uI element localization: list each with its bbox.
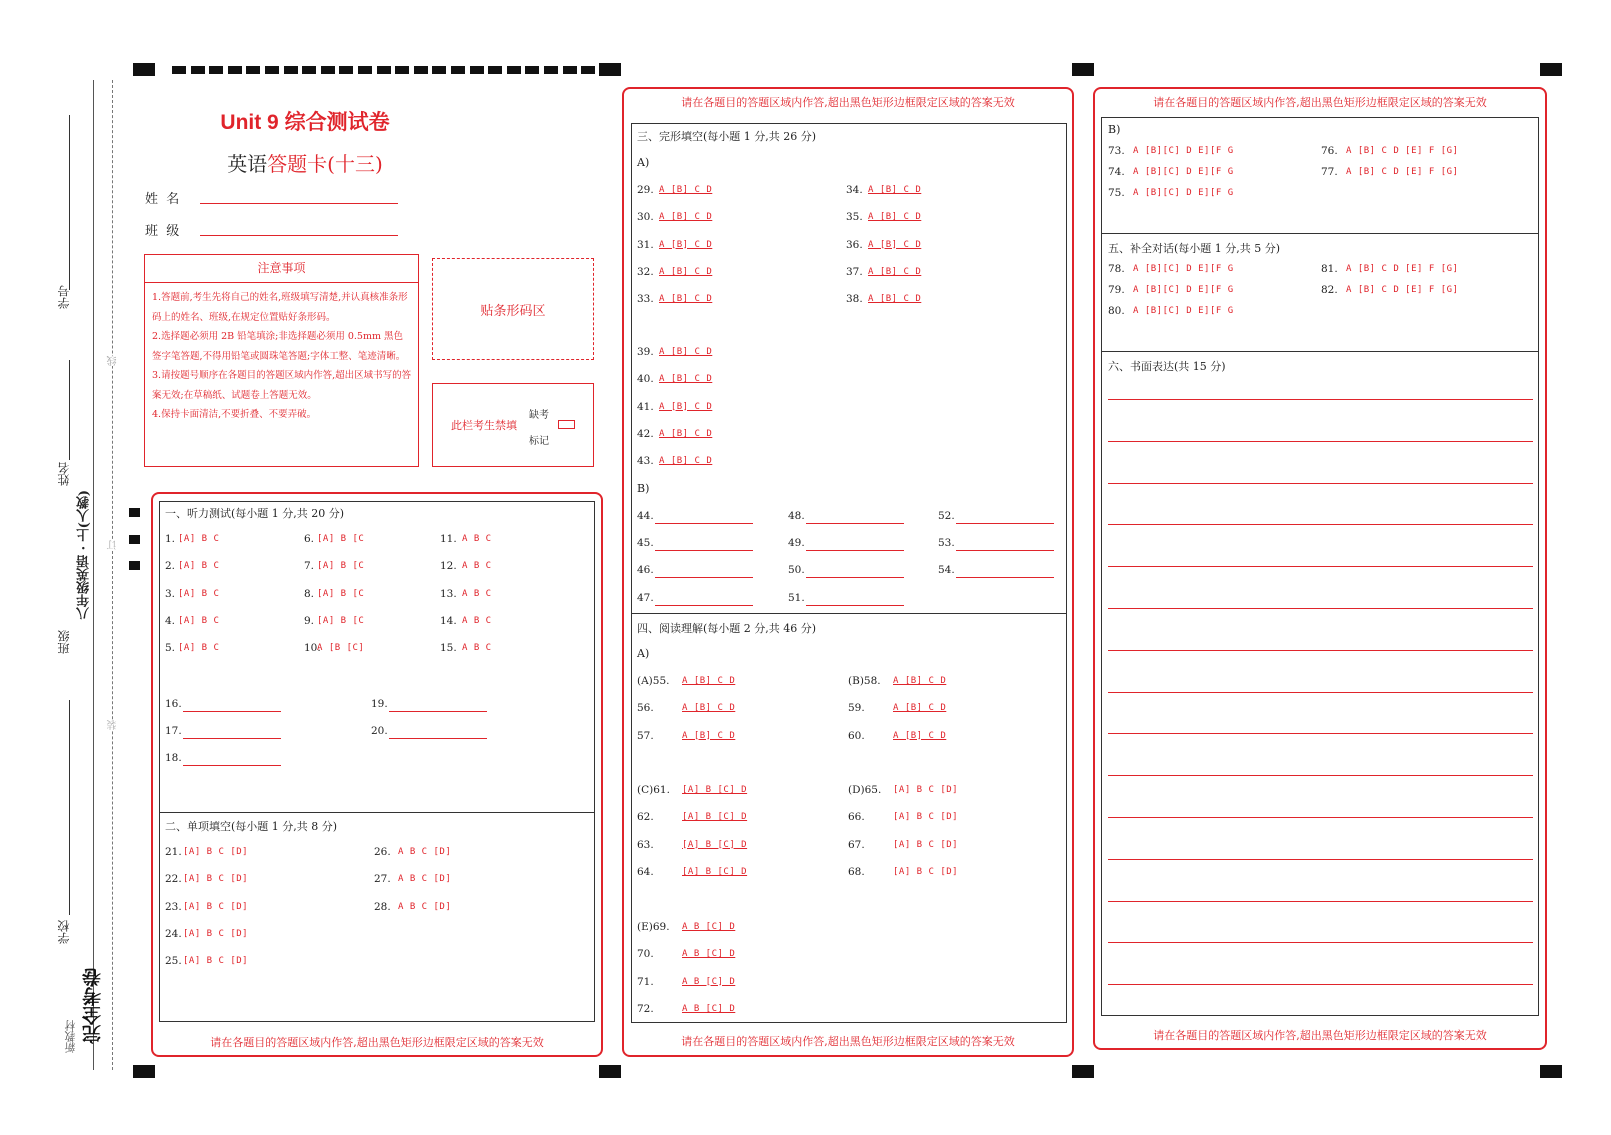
question-number: 12. [440,560,457,573]
writing-line[interactable] [1108,692,1533,693]
question-number: 3. [165,587,176,600]
timing-dash [191,66,205,74]
answer-blank[interactable] [806,605,904,606]
answer-blank[interactable] [806,523,904,524]
answer-options[interactable]: A [B][C] D E][F G [1133,285,1234,295]
question-number: (E)69. [637,921,670,933]
answer-options[interactable]: A [B] C D [E] F [G] [1346,146,1459,156]
question-number: 20. [371,725,388,737]
question-number: 13. [440,587,457,600]
answer-options[interactable]: A [B] C D [682,676,736,686]
answer-options[interactable]: A B [C] D [682,976,736,987]
question-number: 40. [637,373,654,386]
writing-line[interactable] [1108,775,1533,776]
answer-options[interactable]: A [B] C D [E] F [G] [1346,167,1459,177]
answer-options[interactable]: A [B] C D [868,185,922,195]
answer-blank[interactable] [389,711,487,712]
timing-dash [265,66,279,74]
question-number: 74. [1108,166,1125,178]
registration-mark [133,1065,155,1078]
question-number: 76. [1321,145,1338,157]
question-number: (D)65. [848,784,882,796]
question-number: 80. [1108,305,1125,317]
notice-item: 2.选择题必须用 2B 铅笔填涂;非选择题必须用 0.5mm 黑色签字笔答题,不得用铅笔或圆珠笔答题;字体工整、笔迹清晰。 [152,331,406,362]
panel-warning: 请在各题目的答题区域内作答,超出黑色矩形边框限定区域的答案无效 [681,1035,1015,1048]
answer-options[interactable]: A [B] C D [659,239,713,250]
writing-line[interactable] [1108,399,1533,400]
question-number: 11. [440,533,457,545]
question-number: 79. [1108,284,1125,296]
answer-options[interactable]: [A] B C [178,588,220,599]
question-number: 17. [165,725,182,737]
section-3-title: 三、完形填空(每小题 1 分,共 26 分) [637,130,817,143]
panel-warning: 请在各题目的答题区域内作答,超出黑色矩形边框限定区域的答案无效 [681,96,1015,109]
question-number: (C)61. [637,784,670,796]
question-number: 38. [846,293,863,306]
section-6-title: 六、书面表达(共 15 分) [1108,360,1226,373]
question-number: 66. [848,811,865,824]
question-number: 59. [848,702,865,715]
timing-mark [129,535,140,544]
timing-dash [209,66,223,74]
absent-label: 此栏考生禁填 [451,419,517,432]
question-number: 56. [637,702,654,715]
answer-blank[interactable] [655,550,753,551]
writing-line[interactable] [1108,817,1533,818]
student-no-line [69,115,70,290]
answer-blank[interactable] [183,738,281,739]
side-school-label: 学校 [57,920,71,944]
answer-options[interactable]: A [B] C D [682,703,736,714]
answer-options[interactable]: [A] B C [178,615,220,626]
answer-options[interactable]: A [B] C D [682,730,736,741]
question-number: 44. [637,510,654,522]
timing-dash [395,66,409,74]
question-number: 54. [938,564,955,577]
answer-options[interactable]: A B C [D] [398,847,452,857]
side-class-line [69,700,70,915]
answer-blank[interactable] [389,738,487,739]
answer-options[interactable]: A B C [D] [398,901,452,912]
writing-line[interactable] [1108,942,1533,943]
registration-mark [1072,1065,1094,1078]
question-number: 16. [165,698,182,710]
question-number: 26. [374,846,391,858]
side-book-label: 八年级英语 · 上(人教) [77,490,92,620]
answer-options[interactable]: [A] B C [D] [183,956,249,967]
subtitle-red: 答题卡(十三) [267,152,383,176]
absent-checkbox[interactable] [558,420,575,429]
answer-blank[interactable] [956,523,1054,524]
answer-options[interactable]: A [B] C D [868,266,922,277]
question-number: 63. [637,838,654,851]
timing-dash [246,66,260,74]
timing-dash [339,66,353,74]
section-5-title: 五、补全对话(每小题 1 分,共 5 分) [1108,242,1281,255]
name-label: 姓 名 [145,192,180,207]
answer-options[interactable]: [A] B [C] D [682,812,748,823]
timing-dash [432,66,446,74]
section-3-part-a: A) [637,156,650,169]
answer-blank[interactable] [183,711,281,712]
question-number: 73. [1108,145,1125,157]
absent-box [432,383,594,467]
timing-dash [563,66,577,74]
question-number: 46. [637,564,654,577]
question-number: 18. [165,752,182,764]
question-number: (A)55. [637,675,670,687]
answer-blank[interactable] [655,523,753,524]
writing-line[interactable] [1108,733,1533,734]
question-number: 4. [165,614,176,627]
answer-options[interactable]: A [B] C D [659,428,713,439]
panel-warning: 请在各题目的答题区域内作答,超出黑色矩形边框限定区域的答案无效 [210,1036,544,1049]
answer-options[interactable]: A B C [462,588,492,599]
question-number: 77. [1321,166,1338,178]
answer-options[interactable]: [A] B C [D] [893,839,959,850]
question-number: 2. [165,560,176,573]
question-number: 37. [846,265,863,278]
timing-dash [377,66,391,74]
timing-dash [321,66,335,74]
class-field[interactable] [200,235,398,236]
registration-mark [1540,63,1562,76]
answer-blank[interactable] [655,577,753,578]
question-number: 47. [637,591,654,604]
barcode-label: 贴条形码区 [480,303,546,319]
section-divider [1101,233,1539,234]
answer-options[interactable]: A [B][C] D E][F G [1133,306,1234,316]
question-number: 50. [788,564,805,577]
writing-line[interactable] [1108,859,1533,860]
notice-item: 4.保持卡面清洁,不要折叠、不要弄破。 [152,409,317,420]
section-1-title: 一、听力测试(每小题 1 分,共 20 分) [165,507,345,520]
answer-options[interactable]: A [B] C D [659,212,713,223]
section-4-title: 四、阅读理解(每小题 2 分,共 46 分) [637,622,817,635]
answer-options[interactable]: A [B] C D [659,374,713,385]
timing-dash [414,66,428,74]
answer-blank[interactable] [183,765,281,766]
timing-dash [302,66,316,74]
answer-options[interactable]: A [B] C D [659,185,713,195]
writing-line[interactable] [1108,650,1533,651]
subtitle-black: 英语 [227,152,268,176]
answer-blank[interactable] [806,577,904,578]
writing-line[interactable] [1108,608,1533,609]
question-number: 60. [848,729,865,742]
timing-dash [581,66,595,74]
registration-mark [1540,1065,1562,1078]
panel-warning: 请在各题目的答题区域内作答,超出黑色矩形边框限定区域的答案无效 [1153,1029,1487,1042]
question-number: 19. [371,698,388,710]
question-number: 52. [938,510,955,522]
answer-options[interactable]: A [B] C D [E] F [G] [1346,285,1459,295]
answer-options[interactable]: A B [C] D [682,922,736,932]
notice-item: 1.答题前,考生先将自己的姓名,班级填写清楚,并认真核准条形码上的姓名、班级,在规定位置贴好条形码。 [152,292,408,323]
section-4-part-b: B) [1108,123,1121,136]
question-number: 1. [165,533,176,545]
section-divider [631,613,1067,614]
answer-options[interactable]: [A] B [C [317,561,365,572]
answer-options[interactable]: [A] B [C] D [682,839,748,850]
answer-options[interactable]: A [B] C D [659,266,713,277]
answer-options[interactable]: [A] B C [178,534,220,544]
writing-line[interactable] [1108,901,1533,902]
answer-options[interactable]: A B [C] D [682,949,736,960]
timing-dash [228,66,242,74]
question-number: 24. [165,927,182,940]
question-number: 8. [304,587,315,600]
side-name-line [69,360,70,460]
question-number: 72. [637,1002,654,1015]
brand-logo: 完全考卷 [83,968,104,1044]
notice-box [144,254,419,467]
question-number: 23. [165,900,182,913]
answer-options[interactable]: [A] B [C [317,588,365,599]
question-number: 70. [637,948,654,961]
answer-options[interactable]: A B C [462,615,492,626]
answer-options[interactable]: [A] B C [D] [183,847,249,857]
answer-options[interactable]: A [B] C D [868,294,922,305]
question-number: 22. [165,873,182,886]
question-number: 14. [440,614,457,627]
answer-options[interactable]: A [B][C] D E][F G [1133,167,1234,177]
answer-options[interactable]: A B C [462,561,492,572]
section-divider [159,812,595,813]
registration-mark [599,63,621,76]
notice-item: 3.请按题号顺序在各题目的答题区域内作答,超出区域书写的答案无效;在草稿纸、试题卷上答题无效。 [152,370,412,401]
question-number: 43. [637,455,654,468]
name-field[interactable] [200,203,398,204]
question-number: 62. [637,811,654,824]
writing-line[interactable] [1108,524,1533,525]
barcode-area [432,258,594,360]
question-number: 29. [637,184,654,196]
question-number: (B)58. [848,675,881,687]
cut-label-mid: 订 [108,540,119,550]
answer-options[interactable]: [A] B C [D] [183,901,249,912]
answer-options[interactable]: [A] B C [D] [183,928,249,939]
question-number: 68. [848,865,865,878]
question-number: 42. [637,427,654,440]
question-number: 64. [637,865,654,878]
question-number: 35. [846,211,863,224]
question-number: 28. [374,900,391,913]
answer-blank[interactable] [655,605,753,606]
question-number: 15. [440,642,457,655]
answer-options[interactable]: A [B][C] D E][F G [1133,264,1234,274]
question-number: 78. [1108,263,1125,275]
notice-list [145,283,418,425]
timing-mark [129,508,140,517]
writing-line[interactable] [1108,483,1533,484]
question-number: 32. [637,265,654,278]
timing-dash [470,66,484,74]
section-3-part-b: B) [637,482,650,495]
question-number: 75. [1108,187,1125,199]
timing-dash [525,66,539,74]
section-divider [1101,351,1539,352]
section-4-part-a: A) [637,647,650,660]
answer-blank[interactable] [956,577,1054,578]
answer-options[interactable]: [A] B [C [317,615,365,626]
timing-mark [129,561,140,570]
question-number: 21. [165,846,182,858]
answer-options[interactable]: A [B] C D [868,239,922,250]
answer-options[interactable]: [A] B [C [317,534,365,544]
question-number: 53. [938,537,955,550]
page-title: Unit 9 综合测试卷 [220,111,390,134]
question-number: 25. [165,955,182,968]
question-number: 5. [165,642,176,655]
question-number: 45. [637,537,654,550]
answer-options[interactable]: A [B] C D [659,294,713,305]
brand-small: 新教材 [64,1020,77,1053]
answer-options[interactable]: A [B][C] D E][F G [1133,188,1234,198]
answer-options[interactable]: [A] B C [D] [893,866,959,877]
timing-dash [172,66,186,74]
question-number: 81. [1321,263,1338,275]
student-no-label: 学号 [57,285,71,309]
answer-options[interactable]: A [B] C D [893,676,947,686]
answer-options[interactable]: A [B] C D [893,730,947,741]
registration-mark [1072,63,1094,76]
question-number: 67. [848,838,865,851]
answer-options[interactable]: A B C [462,643,492,654]
answer-options[interactable]: [A] B C [D] [893,812,959,823]
timing-dash [358,66,372,74]
question-number: 34. [846,184,863,196]
timing-dash [507,66,521,74]
answer-panel-1 [151,492,603,1057]
question-number: 41. [637,400,654,413]
question-number: 51. [788,591,805,604]
answer-options[interactable]: [A] B C [D] [893,785,959,795]
question-number: 36. [846,238,863,251]
question-number: 9. [304,614,315,627]
answer-options[interactable]: A [B] C D [659,456,713,467]
answer-options[interactable]: [A] B [C] D [682,785,748,795]
section-2-title: 二、单项填空(每小题 1 分,共 8 分) [165,820,338,833]
answer-options[interactable]: [A] B C [178,643,220,654]
question-number: 48. [788,510,805,522]
side-class-label: 班级 [57,630,71,654]
answer-options[interactable]: A B C [D] [398,874,452,885]
answer-options[interactable]: A B C [462,534,492,544]
answer-panel-2 [622,87,1074,1057]
side-name-label: 姓名 [57,462,71,486]
answer-panel-3 [1093,87,1547,1050]
question-number: 57. [637,729,654,742]
absent-mark-top: 缺考 [529,410,549,421]
question-number: 6. [304,533,315,545]
timing-dash [451,66,465,74]
question-number: 10. [304,642,321,655]
question-number: 39. [637,346,654,358]
question-number: 82. [1321,284,1338,296]
answer-frame-1 [159,501,595,1022]
registration-mark [599,1065,621,1078]
writing-line[interactable] [1108,441,1533,442]
timing-dash [488,66,502,74]
registration-mark [133,63,155,76]
timing-dash [284,66,298,74]
answer-options[interactable]: A [B] C D [659,401,713,412]
notice-title: 注意事项 [145,255,418,283]
answer-blank[interactable] [956,550,1054,551]
page-subtitle [140,148,470,177]
answer-options[interactable]: A [B] C D [659,347,713,357]
writing-line[interactable] [1108,984,1533,985]
question-number: 30. [637,211,654,224]
answer-options[interactable]: A [B] C D [E] F [G] [1346,264,1459,274]
answer-options[interactable]: [A] B [C] D [682,866,748,877]
class-label: 班 级 [145,224,180,239]
answer-options[interactable]: A [B] C D [893,703,947,714]
panel-warning: 请在各题目的答题区域内作答,超出黑色矩形边框限定区域的答案无效 [1153,96,1487,109]
question-number: 31. [637,238,654,251]
answer-frame-2 [631,123,1067,1023]
question-number: 7. [304,560,315,573]
answer-options[interactable]: A B [C] D [682,1003,736,1014]
question-number: 49. [788,537,805,550]
question-number: 33. [637,293,654,306]
absent-mark-bottom: 标记 [529,436,549,447]
cut-label-line: 线 [108,356,119,366]
cut-line [112,80,113,1070]
writing-line[interactable] [1108,566,1533,567]
answer-options[interactable]: A [B [C] [317,643,365,654]
answer-options[interactable]: [A] B C [D] [183,874,249,885]
answer-options[interactable]: A [B][C] D E][F G [1133,146,1234,156]
answer-blank[interactable] [806,550,904,551]
timing-dash [544,66,558,74]
question-number: 27. [374,873,391,886]
cut-label-seal: 装 [108,720,119,730]
question-number: 71. [637,975,654,988]
answer-options[interactable]: A [B] C D [868,212,922,223]
answer-options[interactable]: [A] B C [178,561,220,572]
